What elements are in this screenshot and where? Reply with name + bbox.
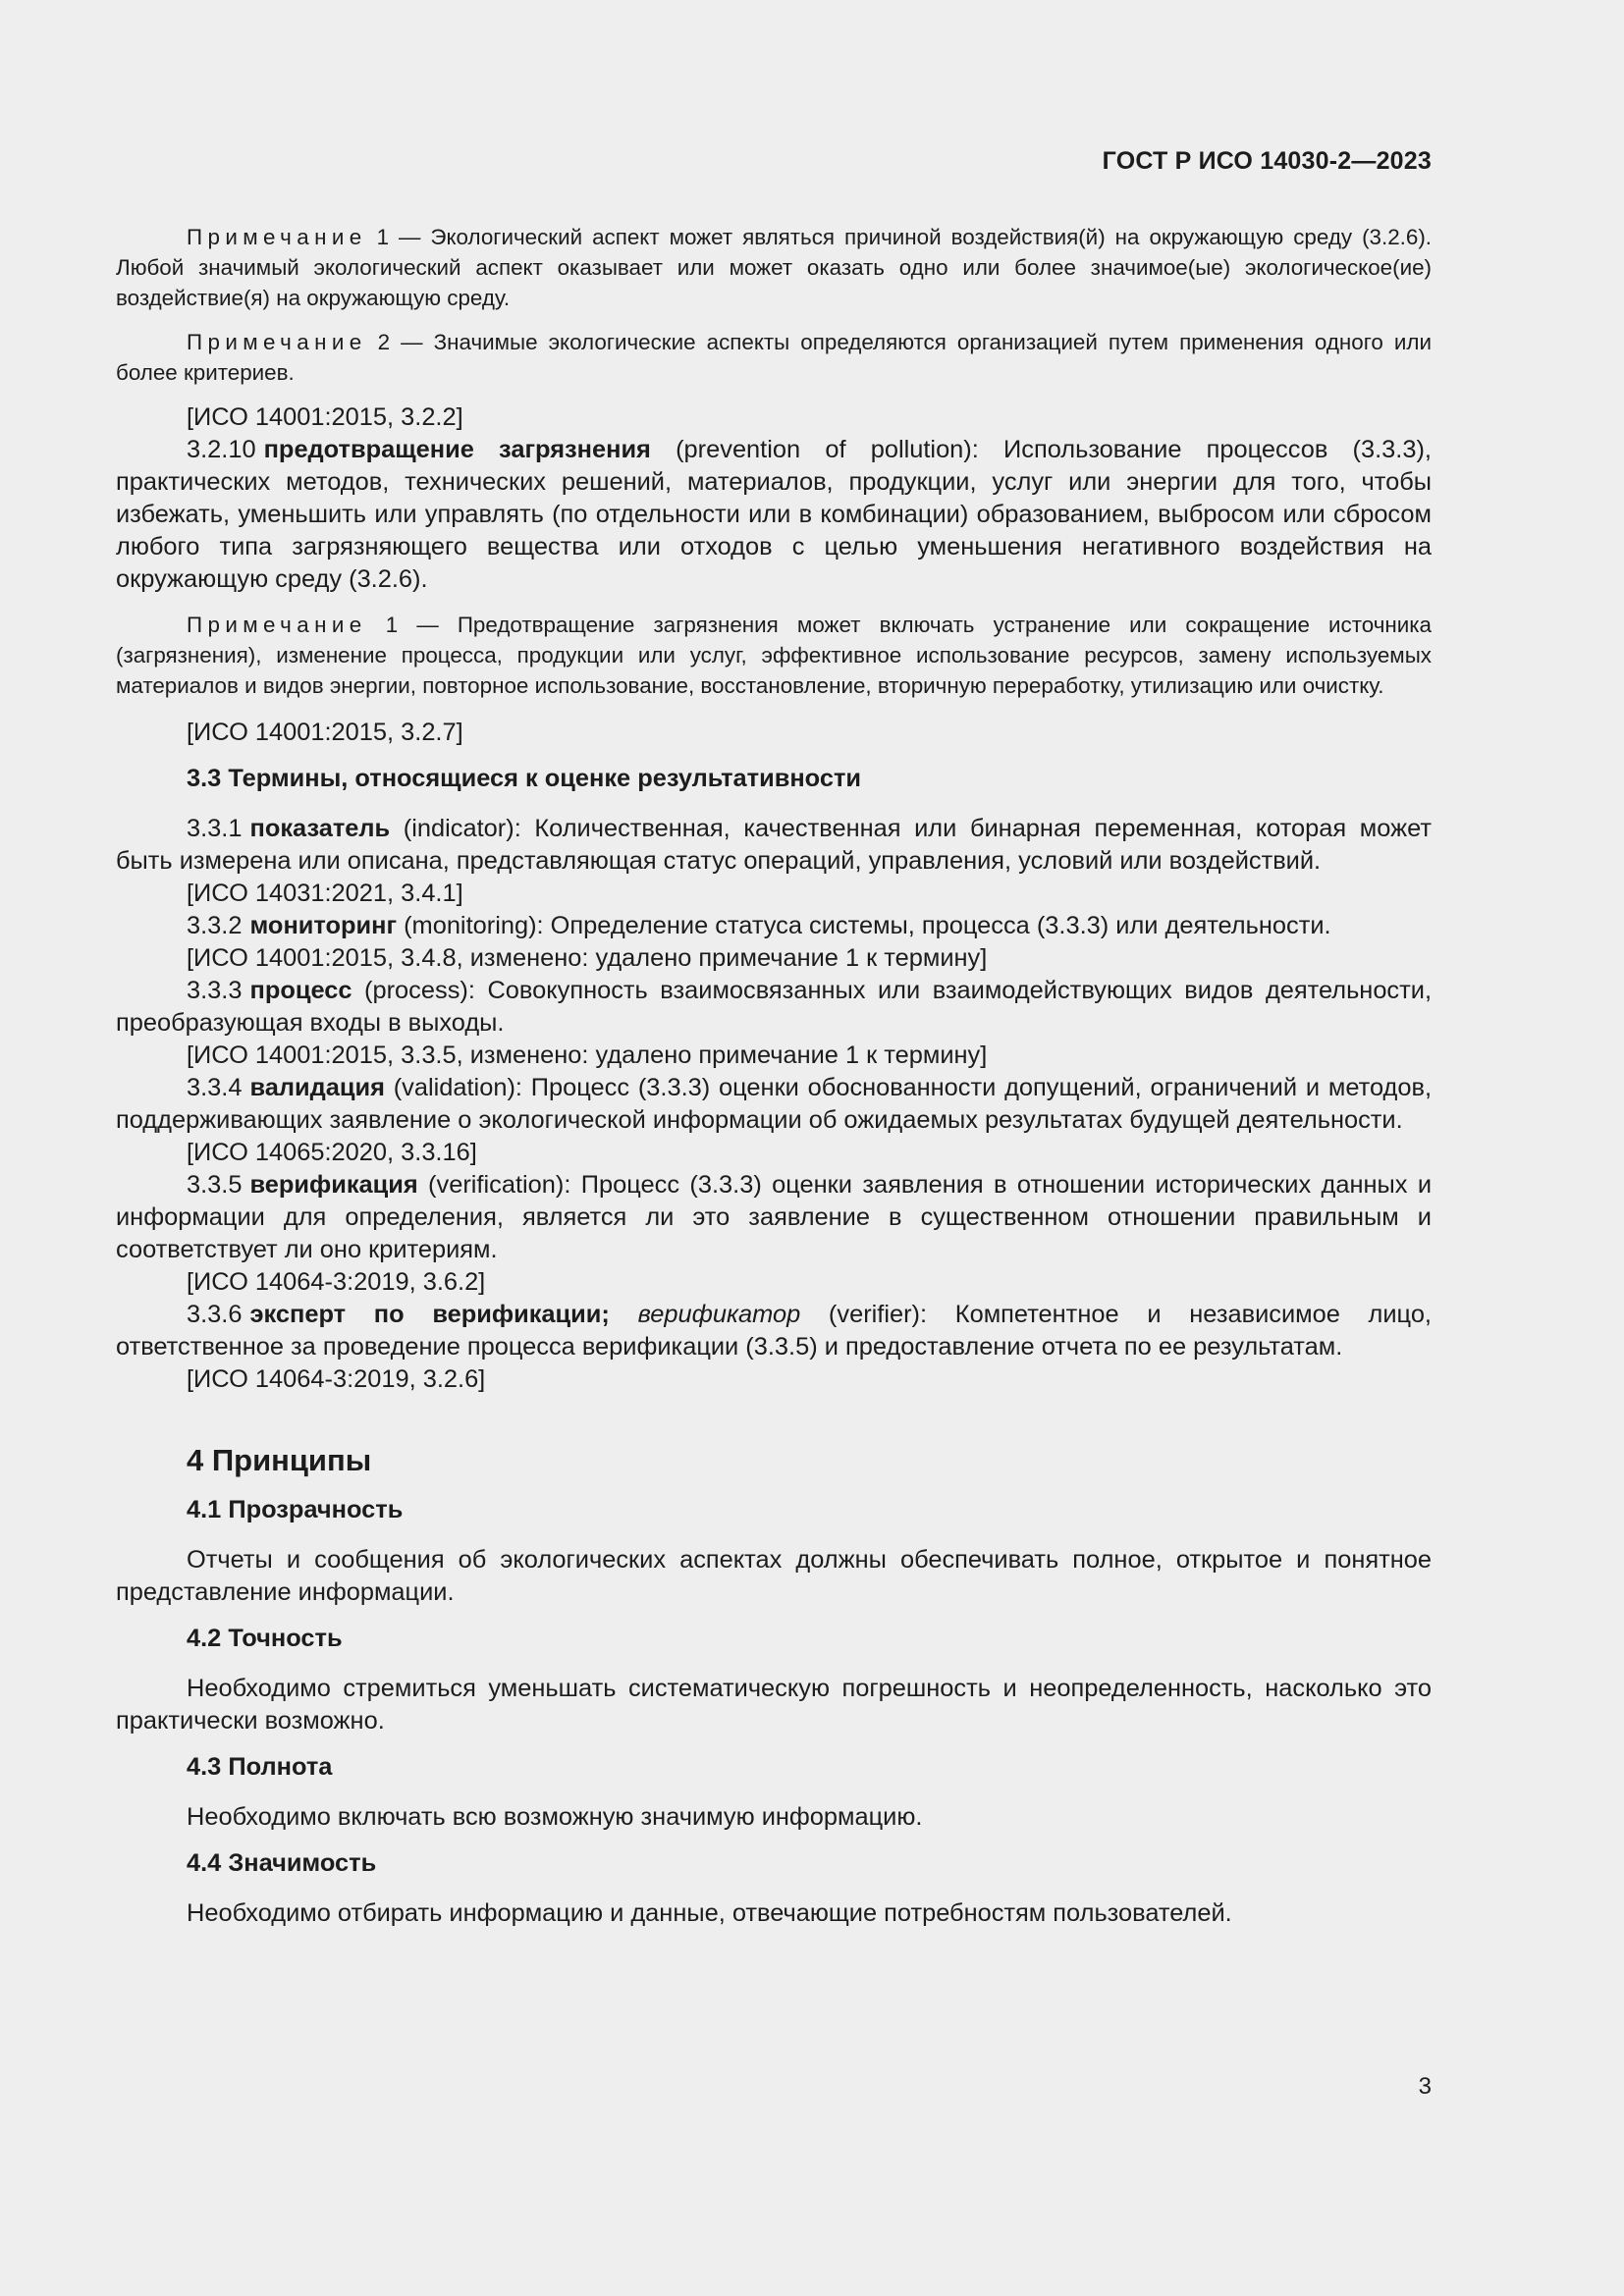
term-number: 3.3.5 (187, 1171, 243, 1199)
page-number: 3 (1418, 2073, 1432, 2100)
term-text: (prevention of pollution): Использование процессов (3.3.3), практических методов, технических решений, материалов, продукции, услуг или энергии для того, чтобы избежать, уменьшить или управлять (по отдельности или в комбинации) образованием, выбросом или сбросом любого типа загрязняющего вещества или отходов с целью уменьшения негативного воздействия на окружающую среду (3.2.6). (116, 436, 1432, 593)
note-text: 2 — Значимые экологические аспекты определяются организацией путем применения одного или более критериев. (116, 330, 1432, 385)
note-label: Примечание (187, 613, 367, 637)
term-definition (116, 910, 1432, 942)
note-paragraph (116, 222, 1432, 313)
term-text: (process): Совокупность взаимосвязанных или взаимодействующих видов деятельности, преобразующая входы в выходы. (116, 977, 1432, 1037)
subsection-text: Отчеты и сообщения об экологических аспектах должны обеспечивать полное, открытое и понятное представление информации. (116, 1546, 1432, 1606)
note-text: 1 — Предотвращение загрязнения может включать устранение или сокращение источника (загрязнения), изменение процесса, продукции или услуг, эффективное использование ресурсов, замену используемых материалов и видов энергии, повторное использование, восстановление, вторичную переработку, утилизацию или очистку. (116, 613, 1432, 698)
subsection-text: Необходимо отбирать информацию и данные, отвечающие потребностям пользователей. (187, 1899, 1232, 1927)
reference: [ИСО 14031:2021, 3.4.1] (187, 880, 463, 907)
reference: [ИСО 14064-3:2019, 3.6.2] (187, 1268, 486, 1296)
term-definition (116, 1299, 1432, 1363)
document-header: ГОСТ Р ИСО 14030-2—2023 (1102, 147, 1432, 175)
term-text: (indicator): Количественная, качественная или бинарная переменная, которая может быть измерена или описана, представляющая статус операций, управления, условий или воздействий. (116, 815, 1432, 875)
term-synonym: верификатор (637, 1301, 801, 1328)
chapter-heading: 4 Принципы (187, 1443, 372, 1477)
term-definition (116, 1169, 1432, 1266)
term-text: (validation): Процесс (3.3.3) оценки обоснованности допущений, ограничений и методов, поддерживающих заявление о экологической информации об ожидаемых результатах будущей деятельности. (116, 1074, 1432, 1134)
term-text: (verifier): Компетентное и независимое лицо, ответственное за проведение процесса верификации (3.3.5) и предоставление отчета по ее результатам. (116, 1301, 1432, 1361)
term-number: 3.2.10 (187, 436, 256, 463)
reference: [ИСО 14001:2015, 3.4.8, изменено: удалено примечание 1 к термину] (187, 944, 988, 972)
term-definition (116, 813, 1432, 878)
note-text: 1 — Экологический аспект может являться причиной воздействия(й) на окружающую среду (3.2.6). Любой значимый экологический аспект оказывает или может оказать одно или более значимое(ые) экологическое(ие) воздействие(я) на окружающую среду. (116, 225, 1432, 310)
subsection-text: Необходимо включать всю возможную значимую информацию. (187, 1803, 923, 1831)
term-number: 3.3.6 (187, 1301, 243, 1328)
reference: [ИСО 14001:2015, 3.3.5, изменено: удалено примечание 1 к термину] (187, 1041, 988, 1069)
reference: [ИСО 14001:2015, 3.2.2] (187, 403, 463, 431)
term-definition (116, 975, 1432, 1040)
term-name: верификация (249, 1171, 418, 1199)
term-name: предотвращение загрязнения (263, 436, 651, 463)
note-paragraph (116, 610, 1432, 701)
term-definition (116, 1072, 1432, 1137)
subsection-heading: 4.4 Значимость (187, 1849, 377, 1877)
page-content (116, 222, 1432, 1930)
term-name: валидация (249, 1074, 385, 1101)
subsection-heading: 4.3 Полнота (187, 1753, 333, 1781)
term-definition (116, 434, 1432, 596)
term-text: (verification): Процесс (3.3.3) оценки заявления в отношении исторических данных и информации для определения, является ли это заявление в существенном отношении правильным и соответствует ли оно критериям. (116, 1171, 1432, 1263)
term-name: эксперт по верификации; (249, 1301, 610, 1328)
section-heading: 3.3 Термины, относящиеся к оценке результативности (187, 765, 861, 792)
term-name: мониторинг (249, 912, 398, 939)
note-label: Примечание (187, 330, 367, 354)
term-name: процесс (249, 977, 352, 1004)
subsection-text: Необходимо стремиться уменьшать систематическую погрешность и неопределенность, насколько это практически возможно. (116, 1675, 1432, 1735)
term-number: 3.3.2 (187, 912, 243, 939)
reference: [ИСО 14001:2015, 3.2.7] (187, 719, 463, 746)
note-label: Примечание (187, 225, 367, 249)
term-text: (monitoring): Определение статуса системы, процесса (3.3.3) или деятельности. (397, 912, 1331, 939)
reference: [ИСО 14065:2020, 3.3.16] (187, 1139, 477, 1166)
reference: [ИСО 14064-3:2019, 3.2.6] (187, 1365, 486, 1393)
term-number: 3.3.4 (187, 1074, 243, 1101)
term-number: 3.3.3 (187, 977, 243, 1004)
subsection-heading: 4.2 Точность (187, 1625, 343, 1652)
subsection-heading: 4.1 Прозрачность (187, 1496, 404, 1523)
term-number: 3.3.1 (187, 815, 243, 842)
note-paragraph (116, 327, 1432, 388)
term-name: показатель (249, 815, 391, 842)
